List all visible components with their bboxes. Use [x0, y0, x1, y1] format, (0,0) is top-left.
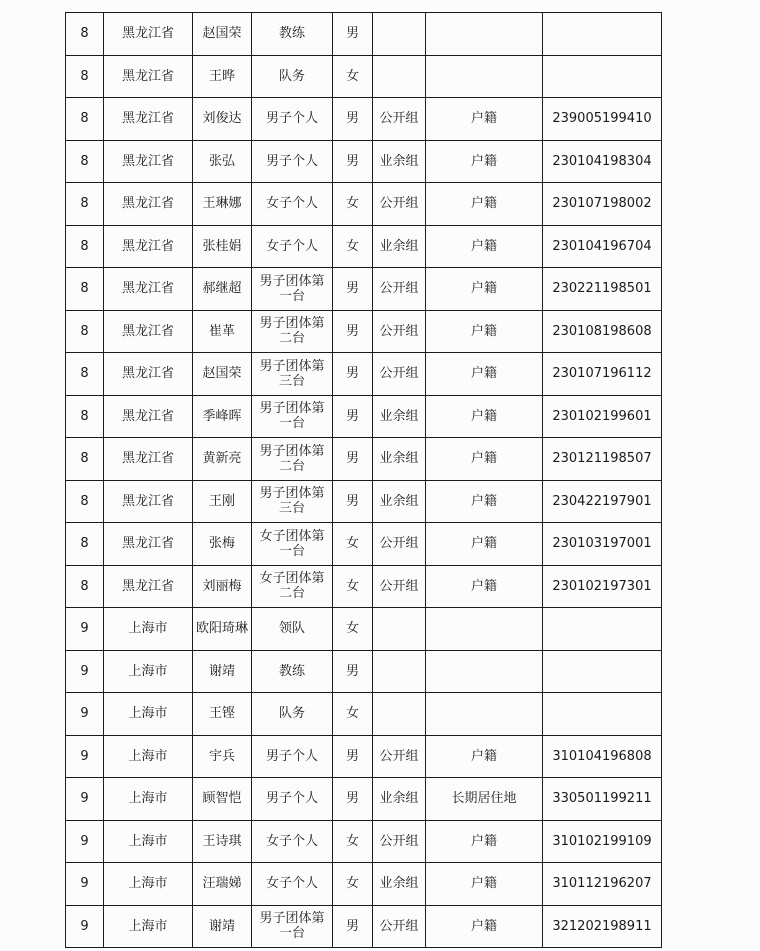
group-cell: 公开组: [373, 353, 426, 396]
table-row: [66, 140, 662, 183]
team-number-cell: 8: [66, 480, 104, 523]
event-cell: 队务: [252, 55, 333, 98]
event-cell: 男子团体第三台: [252, 353, 333, 396]
eligibility-basis-cell: 户籍: [426, 438, 543, 481]
athlete-name-cell: 赵国荣: [193, 353, 252, 396]
province-cell: 上海市: [104, 820, 193, 863]
gender-cell: 女: [333, 225, 373, 268]
eligibility-basis-cell: 户籍: [426, 225, 543, 268]
id-number-cell: 230103197001: [543, 523, 662, 566]
gender-cell: 男: [333, 480, 373, 523]
id-number-cell: 230107198002: [543, 183, 662, 226]
gender-cell: 女: [333, 863, 373, 906]
eligibility-basis-cell: 户籍: [426, 480, 543, 523]
gender-cell: 男: [333, 13, 373, 56]
athlete-name-cell: 黄新亮: [193, 438, 252, 481]
gender-cell: 男: [333, 650, 373, 693]
id-number-cell: 239005199410: [543, 98, 662, 141]
eligibility-basis-cell: 户籍: [426, 523, 543, 566]
table-row: [66, 480, 662, 523]
province-cell: 上海市: [104, 735, 193, 778]
team-number-cell: 8: [66, 565, 104, 608]
event-cell: 女子个人: [252, 183, 333, 226]
id-number-cell: [543, 693, 662, 736]
eligibility-basis-cell: 户籍: [426, 863, 543, 906]
eligibility-basis-cell: 户籍: [426, 353, 543, 396]
table-row: [66, 438, 662, 481]
table-row: [66, 778, 662, 821]
group-cell: 公开组: [373, 523, 426, 566]
event-cell: 男子团体第一台: [252, 268, 333, 311]
group-cell: [373, 693, 426, 736]
event-cell: 男子团体第二台: [252, 438, 333, 481]
athlete-name-cell: 刘俊达: [193, 98, 252, 141]
team-number-cell: 9: [66, 778, 104, 821]
event-cell: 女子团体第一台: [252, 523, 333, 566]
team-number-cell: 9: [66, 608, 104, 651]
athlete-name-cell: 赵国荣: [193, 13, 252, 56]
eligibility-basis-cell: [426, 13, 543, 56]
team-number-cell: 8: [66, 225, 104, 268]
province-cell: 黑龙江省: [104, 55, 193, 98]
gender-cell: 女: [333, 55, 373, 98]
athlete-name-cell: 汪瑞娣: [193, 863, 252, 906]
group-cell: 业余组: [373, 480, 426, 523]
group-cell: 公开组: [373, 905, 426, 948]
athlete-name-cell: 王铿: [193, 693, 252, 736]
group-cell: 公开组: [373, 310, 426, 353]
athlete-name-cell: 张弘: [193, 140, 252, 183]
athlete-name-cell: 王晔: [193, 55, 252, 98]
eligibility-basis-cell: 户籍: [426, 735, 543, 778]
table-row: [66, 225, 662, 268]
team-number-cell: 8: [66, 395, 104, 438]
id-number-cell: 230422197901: [543, 480, 662, 523]
gender-cell: 男: [333, 310, 373, 353]
province-cell: 黑龙江省: [104, 395, 193, 438]
province-cell: 上海市: [104, 863, 193, 906]
id-number-cell: 310104196808: [543, 735, 662, 778]
id-number-cell: [543, 13, 662, 56]
eligibility-basis-cell: 户籍: [426, 98, 543, 141]
group-cell: 业余组: [373, 225, 426, 268]
province-cell: 黑龙江省: [104, 183, 193, 226]
province-cell: 黑龙江省: [104, 140, 193, 183]
id-number-cell: 230102197301: [543, 565, 662, 608]
roster-body: [66, 13, 662, 948]
province-cell: 黑龙江省: [104, 225, 193, 268]
team-number-cell: 9: [66, 693, 104, 736]
group-cell: 公开组: [373, 735, 426, 778]
event-cell: 男子个人: [252, 140, 333, 183]
province-cell: 黑龙江省: [104, 438, 193, 481]
athlete-name-cell: 刘丽梅: [193, 565, 252, 608]
eligibility-basis-cell: [426, 55, 543, 98]
eligibility-basis-cell: 户籍: [426, 565, 543, 608]
table-row: [66, 310, 662, 353]
event-cell: 女子个人: [252, 863, 333, 906]
id-number-cell: [543, 650, 662, 693]
gender-cell: 男: [333, 395, 373, 438]
gender-cell: 女: [333, 523, 373, 566]
gender-cell: 男: [333, 735, 373, 778]
table-row: [66, 523, 662, 566]
roster-table: [65, 12, 662, 948]
athlete-name-cell: 顾智恺: [193, 778, 252, 821]
event-cell: 领队: [252, 608, 333, 651]
table-row: [66, 395, 662, 438]
id-number-cell: 330501199211: [543, 778, 662, 821]
group-cell: 公开组: [373, 565, 426, 608]
province-cell: 黑龙江省: [104, 353, 193, 396]
eligibility-basis-cell: 户籍: [426, 183, 543, 226]
id-number-cell: 230104198304: [543, 140, 662, 183]
province-cell: 黑龙江省: [104, 13, 193, 56]
team-number-cell: 8: [66, 268, 104, 311]
table-row: [66, 353, 662, 396]
table-row: [66, 820, 662, 863]
eligibility-basis-cell: 户籍: [426, 268, 543, 311]
gender-cell: 女: [333, 693, 373, 736]
eligibility-basis-cell: 户籍: [426, 905, 543, 948]
id-number-cell: 230221198501: [543, 268, 662, 311]
event-cell: 女子个人: [252, 225, 333, 268]
gender-cell: 男: [333, 905, 373, 948]
id-number-cell: [543, 55, 662, 98]
event-cell: 男子团体第二台: [252, 310, 333, 353]
event-cell: 教练: [252, 13, 333, 56]
gender-cell: 男: [333, 353, 373, 396]
team-number-cell: 8: [66, 353, 104, 396]
table-row: [66, 55, 662, 98]
id-number-cell: 230108198608: [543, 310, 662, 353]
eligibility-basis-cell: [426, 693, 543, 736]
group-cell: 公开组: [373, 98, 426, 141]
athlete-name-cell: 崔革: [193, 310, 252, 353]
team-number-cell: 8: [66, 98, 104, 141]
province-cell: 上海市: [104, 778, 193, 821]
athlete-name-cell: 王刚: [193, 480, 252, 523]
group-cell: [373, 13, 426, 56]
table-row: [66, 905, 662, 948]
id-number-cell: 310112196207: [543, 863, 662, 906]
event-cell: 男子团体第一台: [252, 395, 333, 438]
athlete-name-cell: 王诗琪: [193, 820, 252, 863]
id-number-cell: [543, 608, 662, 651]
team-number-cell: 9: [66, 650, 104, 693]
table-row: [66, 650, 662, 693]
gender-cell: 男: [333, 268, 373, 311]
athlete-name-cell: 张梅: [193, 523, 252, 566]
team-number-cell: 9: [66, 905, 104, 948]
team-number-cell: 8: [66, 13, 104, 56]
eligibility-basis-cell: 户籍: [426, 820, 543, 863]
province-cell: 黑龙江省: [104, 310, 193, 353]
group-cell: 业余组: [373, 438, 426, 481]
team-number-cell: 8: [66, 438, 104, 481]
id-number-cell: 230107196112: [543, 353, 662, 396]
group-cell: [373, 650, 426, 693]
province-cell: 黑龙江省: [104, 565, 193, 608]
eligibility-basis-cell: 户籍: [426, 140, 543, 183]
eligibility-basis-cell: 户籍: [426, 395, 543, 438]
athlete-name-cell: 季峰晖: [193, 395, 252, 438]
table-row: [66, 13, 662, 56]
gender-cell: 男: [333, 98, 373, 141]
team-number-cell: 9: [66, 820, 104, 863]
event-cell: 男子团体第一台: [252, 905, 333, 948]
group-cell: 业余组: [373, 778, 426, 821]
team-number-cell: 8: [66, 523, 104, 566]
group-cell: 公开组: [373, 268, 426, 311]
event-cell: 女子个人: [252, 820, 333, 863]
id-number-cell: 230102199601: [543, 395, 662, 438]
event-cell: 男子个人: [252, 778, 333, 821]
table-row: [66, 693, 662, 736]
group-cell: 业余组: [373, 863, 426, 906]
group-cell: [373, 55, 426, 98]
gender-cell: 女: [333, 820, 373, 863]
event-cell: 女子团体第二台: [252, 565, 333, 608]
table-row: [66, 268, 662, 311]
athlete-name-cell: 张桂娟: [193, 225, 252, 268]
athlete-name-cell: 谢靖: [193, 905, 252, 948]
province-cell: 上海市: [104, 905, 193, 948]
table-row: [66, 863, 662, 906]
eligibility-basis-cell: 户籍: [426, 310, 543, 353]
group-cell: 公开组: [373, 820, 426, 863]
gender-cell: 女: [333, 565, 373, 608]
province-cell: 上海市: [104, 693, 193, 736]
team-number-cell: 8: [66, 55, 104, 98]
event-cell: 教练: [252, 650, 333, 693]
team-number-cell: 8: [66, 140, 104, 183]
event-cell: 男子个人: [252, 98, 333, 141]
group-cell: 业余组: [373, 140, 426, 183]
id-number-cell: 321202198911: [543, 905, 662, 948]
group-cell: 业余组: [373, 395, 426, 438]
athlete-name-cell: 宇兵: [193, 735, 252, 778]
province-cell: 黑龙江省: [104, 268, 193, 311]
gender-cell: 女: [333, 608, 373, 651]
eligibility-basis-cell: 长期居住地: [426, 778, 543, 821]
group-cell: [373, 608, 426, 651]
table-row: [66, 565, 662, 608]
team-number-cell: 9: [66, 735, 104, 778]
team-number-cell: 8: [66, 183, 104, 226]
table-row: [66, 735, 662, 778]
table-row: [66, 183, 662, 226]
id-number-cell: 310102199109: [543, 820, 662, 863]
province-cell: 黑龙江省: [104, 98, 193, 141]
province-cell: 上海市: [104, 608, 193, 651]
province-cell: 黑龙江省: [104, 523, 193, 566]
eligibility-basis-cell: [426, 650, 543, 693]
table-row: [66, 608, 662, 651]
province-cell: 上海市: [104, 650, 193, 693]
gender-cell: 男: [333, 438, 373, 481]
event-cell: 队务: [252, 693, 333, 736]
province-cell: 黑龙江省: [104, 480, 193, 523]
group-cell: 公开组: [373, 183, 426, 226]
table-row: [66, 98, 662, 141]
event-cell: 男子团体第三台: [252, 480, 333, 523]
gender-cell: 男: [333, 778, 373, 821]
athlete-name-cell: 欧阳琦琳: [193, 608, 252, 651]
athlete-name-cell: 王琳娜: [193, 183, 252, 226]
eligibility-basis-cell: [426, 608, 543, 651]
athlete-name-cell: 谢靖: [193, 650, 252, 693]
gender-cell: 女: [333, 183, 373, 226]
gender-cell: 男: [333, 140, 373, 183]
id-number-cell: 230121198507: [543, 438, 662, 481]
athlete-name-cell: 郝继超: [193, 268, 252, 311]
team-number-cell: 9: [66, 863, 104, 906]
event-cell: 男子个人: [252, 735, 333, 778]
id-number-cell: 230104196704: [543, 225, 662, 268]
team-number-cell: 8: [66, 310, 104, 353]
